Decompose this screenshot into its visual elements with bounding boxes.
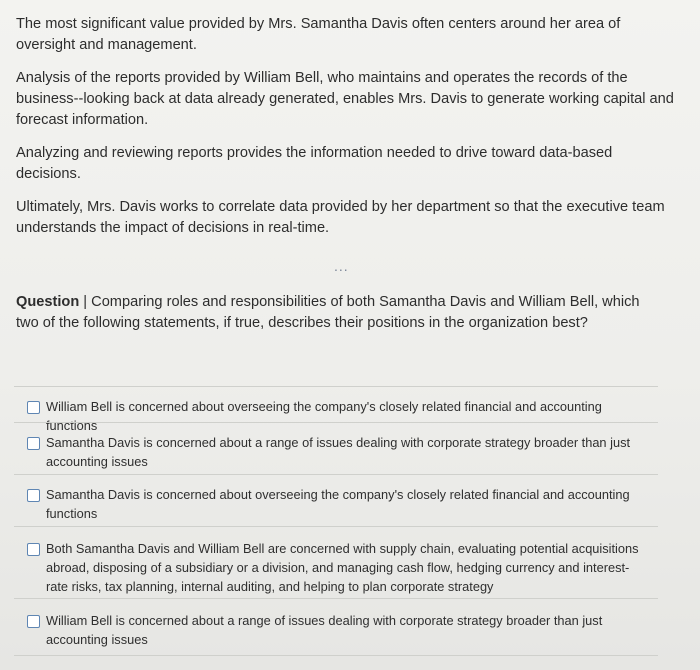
question-separator: | [79, 294, 92, 310]
checkbox-icon[interactable] [27, 615, 40, 628]
answer-option-3[interactable] [14, 474, 658, 526]
answer-options [14, 386, 658, 656]
answer-option-label: Samantha Davis is concerned about a range of issues dealing with corporate strategy broader than just accounting issues [46, 435, 631, 469]
passage-paragraph: The most significant value provided by Mrs. Samantha Davis often centers around her area of oversight and management. [16, 16, 621, 53]
passage-paragraph: Analysis of the reports provided by William Bell, who maintains and operates the records of the business--looking back at data already generated, enables Mrs. Davis to generate working capital and forecast information. [16, 70, 674, 128]
answer-option-label: Both Samantha Davis and William Bell are concerned with supply chain, evaluating potential acquisitions abroad, disposing of a subsidiary or a division, and managing cash flow, hedging currency and interest-rate risks, tax planning, internal auditing, and helping to plan corporate strategy [46, 541, 639, 594]
passage-paragraph: Ultimately, Mrs. Davis works to correlate data provided by her department so that the executive team understands the impact of decisions in real-time. [16, 199, 665, 236]
checkbox-icon[interactable] [27, 401, 40, 414]
more-indicator-icon: ... [334, 258, 349, 274]
checkbox-icon[interactable] [27, 437, 40, 450]
checkbox-icon[interactable] [27, 543, 40, 556]
checkbox-icon[interactable] [27, 489, 40, 502]
passage-paragraph: Analyzing and reviewing reports provides the information needed to drive toward data-based decisions. [16, 145, 613, 182]
answer-option-label: Samantha Davis is concerned about overseeing the company's closely related financial and accounting functions [46, 487, 630, 521]
answer-option-4[interactable] [14, 526, 658, 598]
answer-option-5[interactable] [14, 598, 658, 656]
question-label: Question [16, 294, 80, 310]
question-text: Comparing roles and responsibilities of both Samantha Davis and William Bell, which two of the following statements, if true, describes their positions in the organization best? [16, 294, 640, 331]
answer-option-1[interactable] [14, 386, 658, 433]
answer-option-label: William Bell is concerned about a range of issues dealing with corporate strategy broader than just accounting issues [46, 613, 603, 647]
answer-option-2[interactable] [14, 422, 658, 474]
answer-option-label: William Bell is concerned about overseeing the company's closely related financial and accounting functions [46, 399, 602, 433]
passage [16, 14, 676, 251]
question-prompt [16, 292, 666, 334]
